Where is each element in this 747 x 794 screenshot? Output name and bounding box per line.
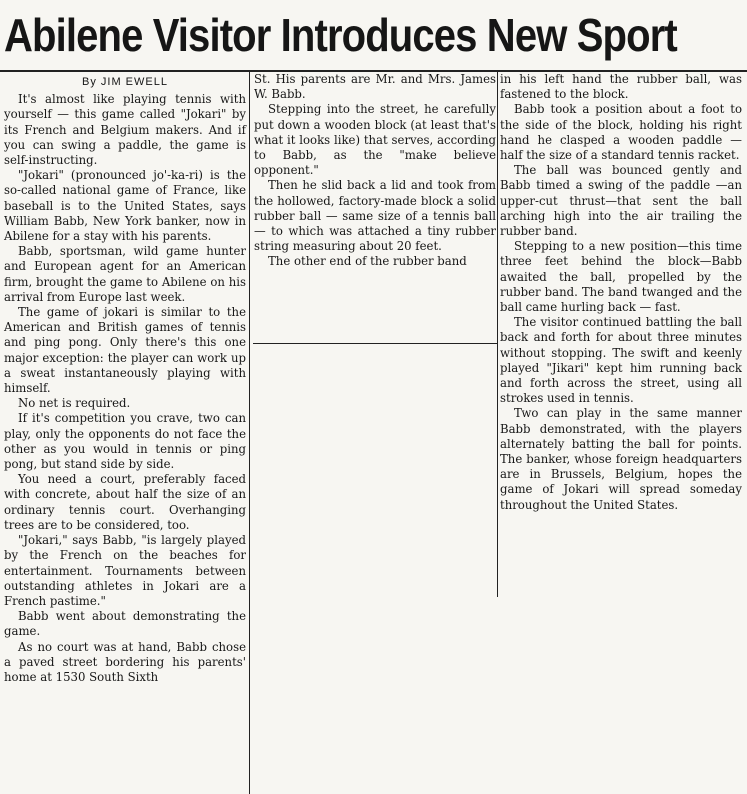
article-column-1 bbox=[4, 72, 246, 790]
paragraph: Then he slid back a lid and took from the hollowed, factory-made block a solid rubber ball — same size of a tennis ball — to which was attached a tiny rubber string measuring about 20 feet. bbox=[254, 178, 496, 254]
column-end-rule bbox=[253, 343, 497, 344]
paragraph: "Jokari" (pronounced jo'-ka-ri) is the so-called national game of France, like baseball is to the United States, says William Babb, New York banker, now in Abilene for a stay with his parents. bbox=[4, 168, 246, 244]
column-divider bbox=[249, 72, 250, 794]
paragraph: "Jokari," says Babb, "is largely played by the French on the beaches for entertainment. Tournaments between outstanding athletes in Jokari are a French pastime." bbox=[4, 533, 246, 608]
paragraph: The other end of the rubber band bbox=[268, 254, 467, 269]
paragraph: in his left hand the rubber ball, was fastened to the block. bbox=[500, 72, 742, 102]
paragraph: Babb went about demonstrating the game. bbox=[4, 609, 246, 639]
paragraph: The game of jokari is similar to the American and British games of tennis and ping pong. Only there's this one major exception: the player can work up a sweat instantaneously playing with himself. bbox=[4, 305, 246, 396]
paragraph: Babb took a position about a foot to the side of the block, holding his right hand he clasped a wooden paddle — half the size of a standard tennis racket. bbox=[500, 102, 742, 163]
paragraph: No net is required. bbox=[18, 396, 131, 411]
paragraph: It's almost like playing tennis with yourself — this game called "Jokari" by its French and Belgium makers. And if you can swing a paddle, the game is self-instructing. bbox=[4, 92, 246, 168]
paragraph: Stepping to a new position—this time three feet behind the block—Babb awaited the ball, propelled by the rubber band. The band twanged and the ball came hurling back — fast. bbox=[500, 239, 742, 315]
paragraph: The ball was bounced gently and Babb timed a swing of the paddle —an upper-cut thrust—that sent the ball arching high into the air trailing the rubber band. bbox=[500, 163, 742, 239]
article-column-2 bbox=[254, 72, 496, 352]
paragraph: Stepping into the street, he carefully put down a wooden block (at least that's what it looks like) that serves, according to Babb, as the "make believe opponent." bbox=[254, 102, 496, 178]
paragraph: As no court was at hand, Babb chose a paved street bordering his parents' home at 1530 South Sixth bbox=[4, 639, 246, 684]
paragraph: If it's competition you crave, two can play, only the opponents do not face the other as you would in tennis or ping pong, but stand side by side. bbox=[4, 411, 246, 472]
byline: By JIM EWELL bbox=[82, 76, 168, 88]
paragraph: Babb, sportsman, wild game hunter and European agent for an American firm, brought the game to Abilene on his arrival from Europe last week. bbox=[4, 244, 246, 304]
article-column-3 bbox=[500, 72, 742, 592]
paragraph: The visitor continued battling the ball back and forth for about three minutes without stopping. The swift and keenly played "Jikari" kept him running back and forth across the street, using all strokes used in tennis. bbox=[500, 315, 742, 406]
paragraph: You need a court, preferably faced with concrete, about half the size of an ordinary tennis court. Overhanging trees are to be considered, too. bbox=[4, 472, 246, 532]
paragraph: Two can play in the same manner Babb demonstrated, with the players alternately batting the ball for points. The banker, whose foreign headquarters are in Brussels, Belgium, hopes the game of Jokari will spread someday throughout the United States. bbox=[500, 406, 742, 512]
headline: Abilene Visitor Introduces New Sport bbox=[4, 9, 677, 61]
column-divider bbox=[497, 72, 498, 597]
paragraph: St. His parents are Mr. and Mrs. James W. Babb. bbox=[254, 72, 496, 102]
